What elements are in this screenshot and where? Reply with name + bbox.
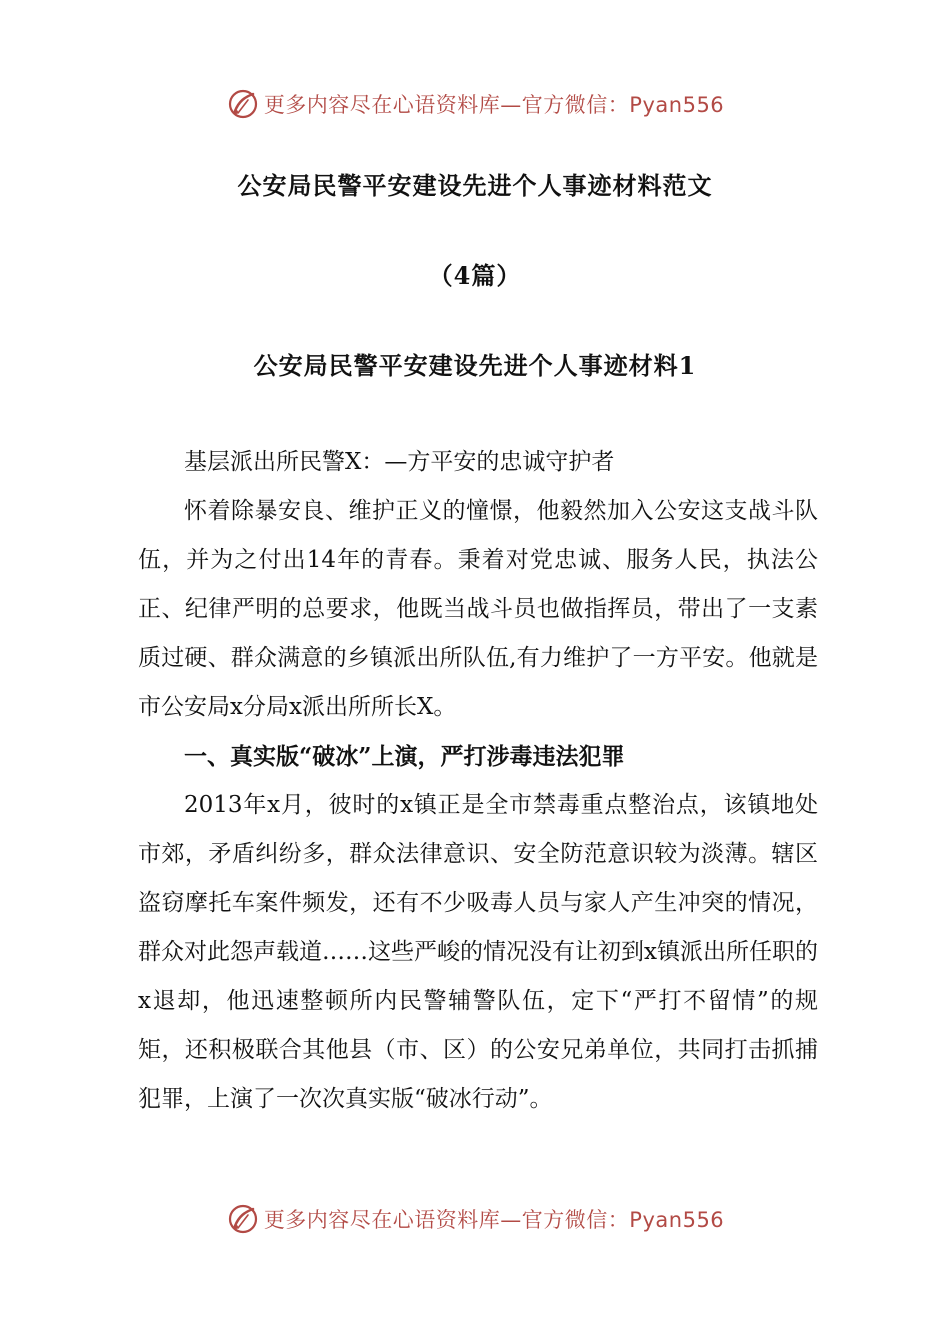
paragraph: 怀着除暴安良、维护正义的憧憬，他毅然加入公安这支战斗队伍，并为之付出14年的青春。秉着对党忠诚、服务人民，执法公正、纪律严明的总要求，他既当战斗员也做指挥员，带出了一支素质过硬、群众满意的乡镇派出所队伍,有力维护了一方平安。他就是市公安局x分局x派出所所长X。 xyxy=(138,498,818,720)
paragraph: 2013年x月，彼时的x镇正是全市禁毒重点整治点，该镇地处市郊，矛盾纠纷多，群众法律意识、安全防范意识较为淡薄。辖区盗窃摩托车案件频发，还有不少吸毒人员与家人产生冲突的情况，群众对此怨声载道……这些严峻的情况没有让初到x镇派出所任职的x退却，他迅速整顿所内民警辅警队伍，定下“严打不留情”的规矩，还积极联合其他县（市、区）的公安兄弟单位，共同打击抓捕犯罪，上演了一次次真实版“破冰行动”。 xyxy=(138,792,818,1112)
section-heading: 一、真实版“破冰”上演，严打涉毒违法犯罪 xyxy=(184,743,625,770)
paragraph: 基层派出所民警X：—方平安的忠诚守护者 xyxy=(184,449,615,475)
logo-icon xyxy=(226,87,260,121)
section-title: 公安局民警平安建设先进个人事迹材料1 xyxy=(253,351,697,380)
document-title: 公安局民警平安建设先进个人事迹材料范文 xyxy=(237,171,713,200)
header-banner xyxy=(0,84,950,124)
banner-text: 更多内容尽在心语资料库—官方微信：Pyan556 xyxy=(263,93,725,117)
banner-text: 更多内容尽在心语资料库—官方微信：Pyan556 xyxy=(263,1208,725,1232)
footer-banner xyxy=(0,1199,950,1239)
document-body xyxy=(138,438,818,1124)
logo-icon xyxy=(226,1202,260,1236)
document-subtitle: （4篇） xyxy=(428,261,522,290)
